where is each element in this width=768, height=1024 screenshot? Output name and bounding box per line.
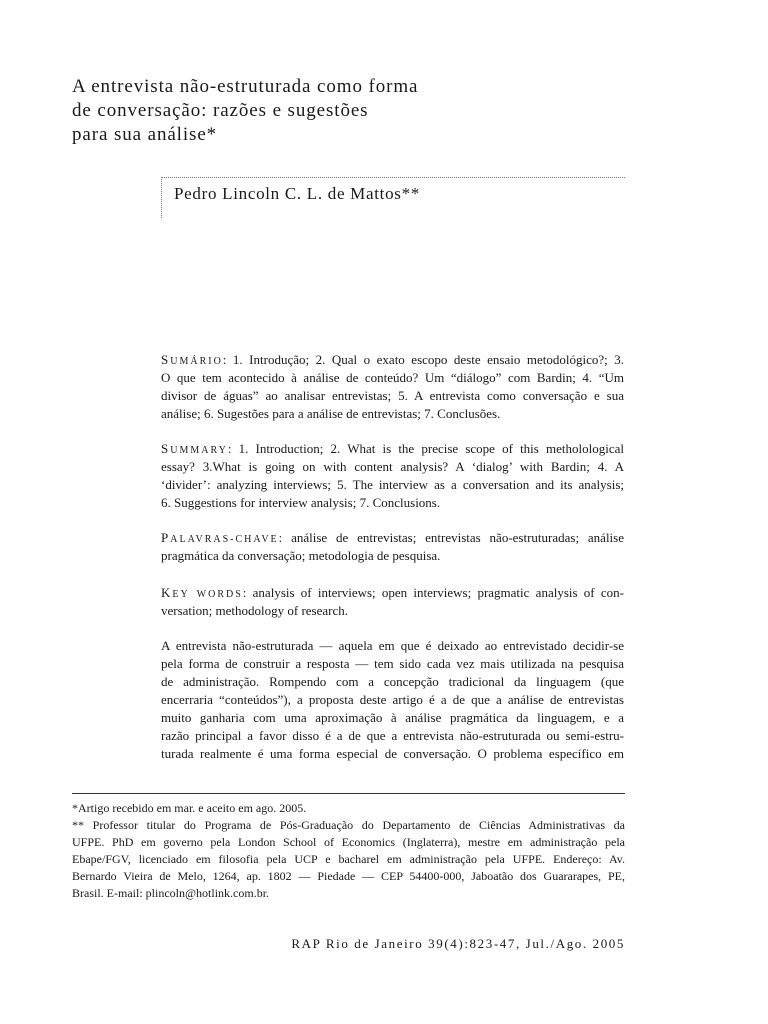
abstract-paragraph [161,637,624,763]
sumario-line: O que tem acontecido à análise de conteúdo? Um “diálogo” com Bardin; 4. “Um [161,370,624,385]
palavras-chave-text: : análise de entrevistas; entrevistas não-estruturadas; análise [278,530,624,545]
article-title [72,75,532,147]
author-name: Pedro Lincoln C. L. de Mattos** [174,184,420,203]
palavras-chave-line [161,529,624,547]
palavras-chave-label-initial: P [161,530,171,545]
summary-text: : 1. Introduction; 2. What is the precise scope of this metholological [227,441,624,456]
summary-line: 6. Suggestions for interview analysis; 7. Conclusions. [161,495,441,510]
author-box [161,177,625,218]
sumario-line: divisor de águas” ao analisar entrevistas; 5. A entrevista como conversação e sua [161,388,624,403]
footnote-line: Ebape/FGV, licenciado em filosofia pela UCP e bacharel em administração pela UFPE. Endereço: Av. [72,852,625,866]
summary-block [161,440,624,512]
key-words-block [161,584,624,620]
sumario-label-initial: S [161,352,171,367]
palavras-chave-line: pragmática da conversação; metodologia de pesquisa. [161,548,441,563]
summary-label-initial: S [161,441,171,456]
summary-label: UMMARY [170,445,228,456]
sumario-label: UMÁRIO [170,356,223,367]
footnote-divider [72,793,625,794]
title-line: de conversação: razões e sugestões [72,100,369,121]
abstract-line: muito ganharia com uma aproximação à análise pragmática da linguagem, e a [161,710,624,725]
abstract-line: pela forma de construir a resposta — tem sido cada vez mais utilizada na pesquisa [161,656,624,671]
palavras-chave-label: ALAVRAS-CHAVE [170,534,279,545]
sumario-text: : 1. Introdução; 2. Qual o exato escopo deste ensaio metodológico?; 3. [222,352,624,367]
abstract-line: de administração. Rompendo com a concepção tradicional da linguagem (que [161,674,624,689]
key-words-text: : analysis of interviews; open interviews; pragmatic analysis of con- [242,585,624,600]
summary-line: essay? 3.What is going on with content analysis? A ‘dialog’ with Bardin; 4. A [161,459,624,474]
footnote-line: ** Professor titular do Programa de Pós-Graduação do Departamento de Ciências Administrativas da [72,818,625,832]
sumario-line [161,351,624,369]
abstract-line: A entrevista não-estruturada — aquela em que é deixado ao entrevistado decidir-se [161,638,624,653]
abstract-line: razão principal a favor disso é a de que a entrevista não-estruturada ou semi-estru- [161,728,624,743]
key-words-line [161,584,624,602]
footnote-line: Bernardo Vieira de Melo, 1264, ap. 1802 — Piedade — CEP 54400-000, Jaboatão dos Guararapes, PE, [72,869,625,883]
abstract-line: turada realmente é uma forma especial de conversação. O problema específico em [161,746,624,761]
palavras-chave-block [161,529,624,565]
footnote-line: *Artigo recebido em mar. e aceito em ago. 2005. [72,801,307,815]
title-line: A entrevista não-estruturada como forma [72,76,419,97]
footnote-line: Brasil. E-mail: plincoln@hotlink.com.br. [72,886,270,900]
summary-line: ‘divider’: analyzing interviews; 5. The interview as a conversation and its analysis; [161,477,624,492]
footnotes [72,800,625,902]
abstract-line: encerraria “conteúdos”), a proposta deste artigo é a de que a análise de entrevistas [161,692,624,707]
key-words-line: versation; methodology of research. [161,603,348,618]
summary-line [161,440,624,458]
title-line: para sua análise* [72,124,218,145]
key-words-label: EY WORDS [172,589,243,600]
running-footer: RAP Rio de Janeiro 39(4):823-47, Jul./Ago. 2005 [291,936,625,951]
footnote-line: UFPE. PhD em governo pela London School of Economics (Inglaterra), mestre em administração pela [72,835,625,849]
sumario-block [161,351,624,423]
sumario-line: análise; 6. Sugestões para a análise de entrevistas; 7. Conclusões. [161,406,501,421]
key-words-label-initial: K [161,585,173,600]
